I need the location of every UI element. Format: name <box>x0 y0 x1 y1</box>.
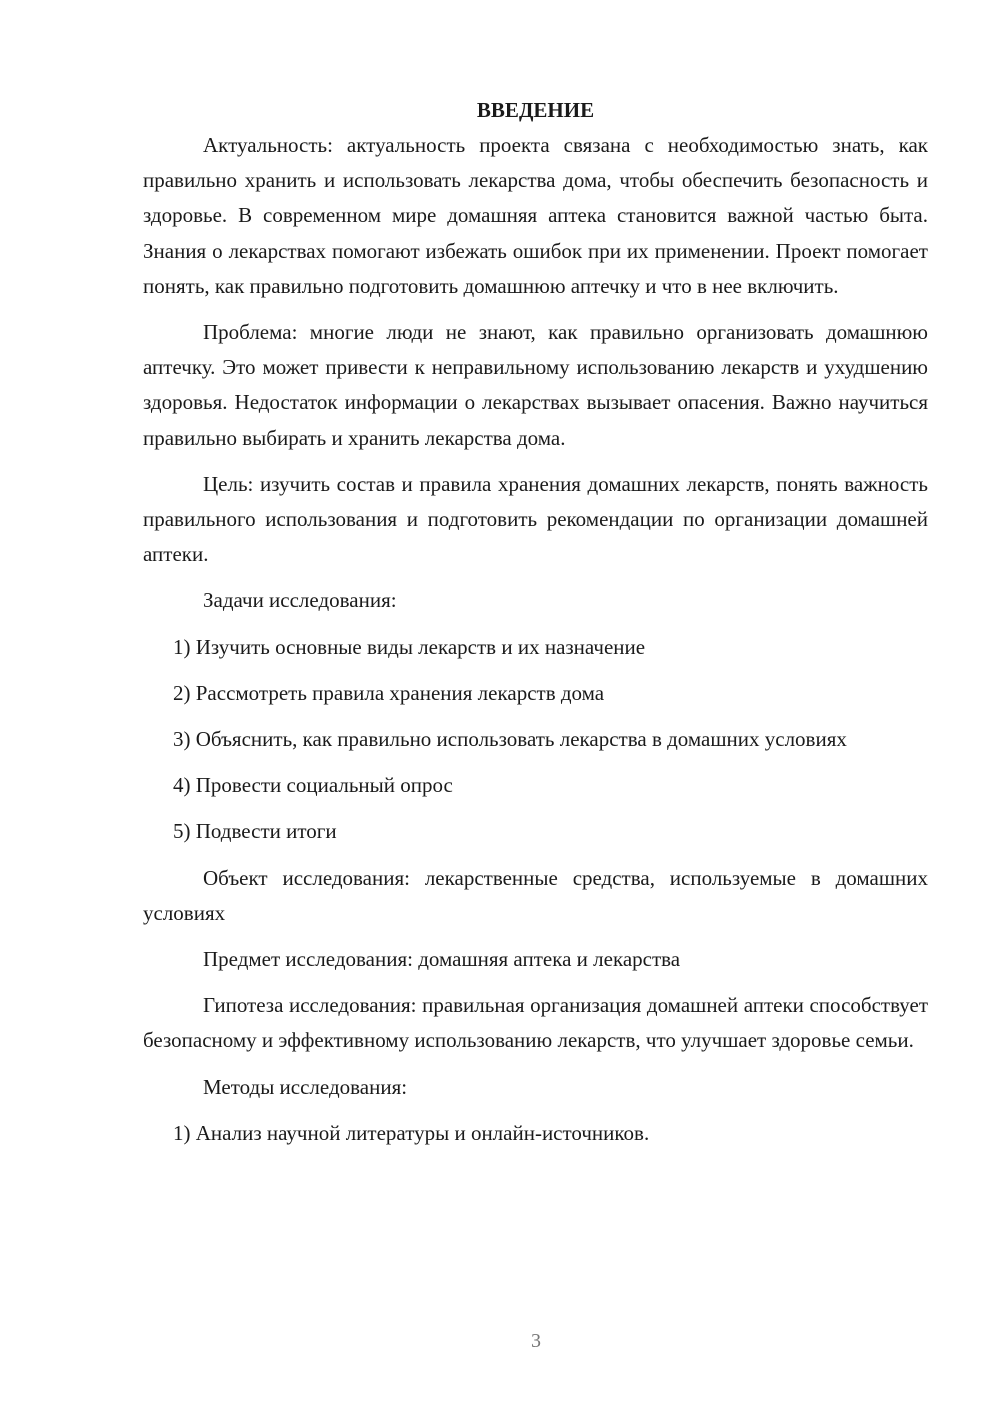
document-page <box>143 93 928 1162</box>
methods-heading: Методы исследования: <box>203 1074 408 1099</box>
subject-paragraph: Предмет исследования: домашняя аптека и лекарства <box>203 947 681 972</box>
task-item: 2) Рассмотреть правила хранения лекарств дома <box>173 680 605 705</box>
tasks-heading: Задачи исследования: <box>203 588 397 613</box>
page-number: 3 <box>531 1330 541 1352</box>
task-item: 5) Подвести итоги <box>173 819 337 844</box>
hypothesis-paragraph: Гипотеза исследования: правильная организация домашней аптеки способствует безопасному и эффективному использованию лекарств, что улучшает здоровье семьи. <box>143 993 928 1053</box>
problem-paragraph: Проблема: многие люди не знают, как правильно организовать домашнюю аптечку. Это может привести к неправильному использованию лекарств и ухудшению здоровья. Недостаток информации о лекарствах вызывает опасения. Важно научиться правильно выбирать и хранить лекарства дома. <box>143 320 928 450</box>
relevance-paragraph: Актуальность: актуальность проекта связана с необходимостью знать, как правильно хранить и использовать лекарства дома, чтобы обеспечить безопасность и здоровье. В современном мире домашняя аптека становится важной частью быта. Знания о лекарствах помогают избежать ошибок при их применении. Проект помогает понять, как правильно подготовить домашнюю аптечку и что в нее включить. <box>143 133 928 298</box>
goal-paragraph: Цель: изучить состав и правила хранения домашних лекарств, понять важность правильного использования и подготовить рекомендации по организации домашней аптеки. <box>143 471 928 567</box>
method-item: 1) Анализ научной литературы и онлайн-источников. <box>173 1120 650 1145</box>
object-paragraph: Объект исследования: лекарственные средства, используемые в домашних условиях <box>143 865 928 925</box>
section-title: ВВЕДЕНИЕ <box>476 98 595 122</box>
task-item: 3) Объяснить, как правильно использовать лекарства в домашних условиях <box>173 727 847 752</box>
task-item: 1) Изучить основные виды лекарств и их назначение <box>173 634 646 659</box>
task-item: 4) Провести социальный опрос <box>173 773 453 798</box>
